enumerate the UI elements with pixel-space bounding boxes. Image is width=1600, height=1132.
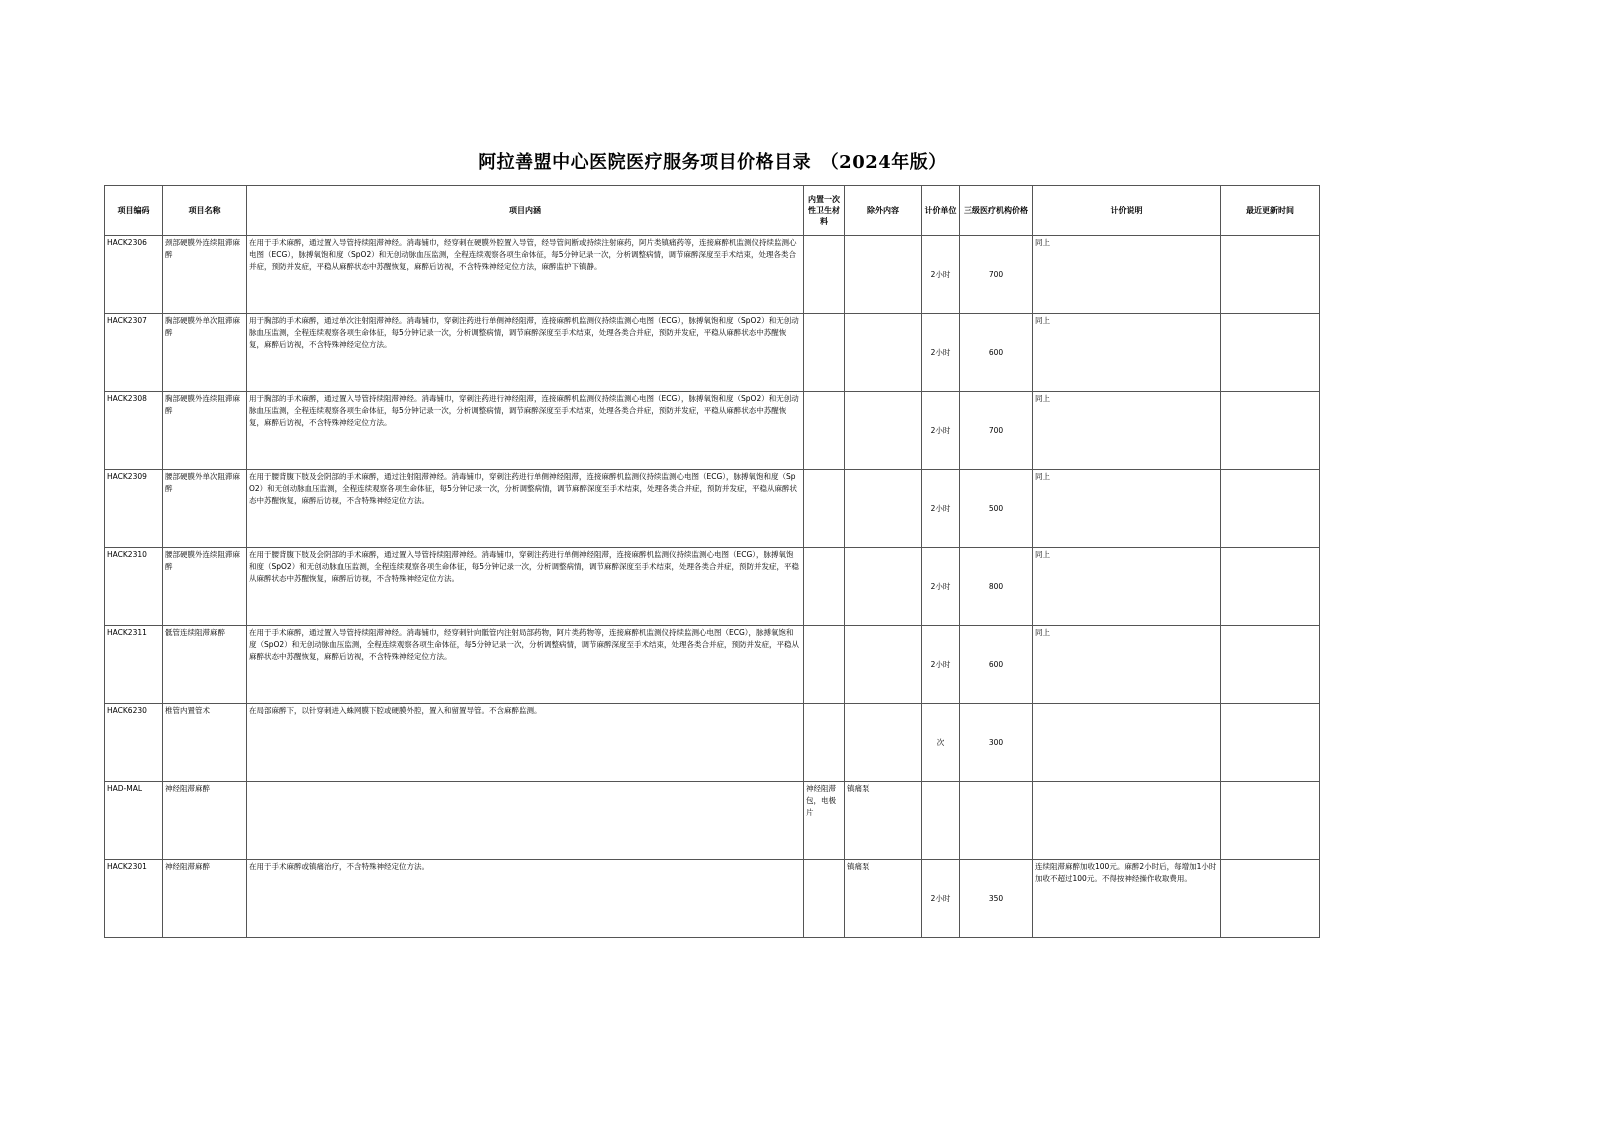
cell-exclusion	[845, 392, 922, 470]
table-row	[105, 236, 1320, 314]
header-note: 计价说明	[1033, 186, 1221, 236]
cell-unit: 2小时	[922, 236, 960, 314]
cell-name: 神经阻滞麻醉	[163, 860, 247, 938]
table-row	[105, 470, 1320, 548]
cell-exclusion	[845, 314, 922, 392]
header-unit: 计价单位	[922, 186, 960, 236]
cell-unit: 2小时	[922, 392, 960, 470]
header-price: 三级医疗机构价格	[960, 186, 1033, 236]
cell-unit: 2小时	[922, 470, 960, 548]
cell-unit: 2小时	[922, 314, 960, 392]
cell-price: 350	[960, 860, 1033, 938]
cell-code: HACK2301	[105, 860, 163, 938]
cell-code: HACK2308	[105, 392, 163, 470]
cell-code: HAD-MAL	[105, 782, 163, 860]
cell-note: 同上	[1033, 314, 1221, 392]
cell-unit	[922, 782, 960, 860]
cell-note: 同上	[1033, 548, 1221, 626]
cell-name: 骶管连续阻滞麻醉	[163, 626, 247, 704]
cell-price: 700	[960, 236, 1033, 314]
page-title: 阿拉善盟中心医院医疗服务项目价格目录 （2024年版）	[478, 152, 947, 173]
cell-exclusion	[845, 548, 922, 626]
cell-price: 800	[960, 548, 1033, 626]
cell-price: 500	[960, 470, 1033, 548]
header-code: 项目编码	[105, 186, 163, 236]
header-updated: 最近更新时间	[1221, 186, 1320, 236]
cell-updated	[1221, 236, 1320, 314]
cell-materials	[804, 470, 845, 548]
cell-updated	[1221, 860, 1320, 938]
cell-content: 在用于手术麻醉，通过置入导管持续阻滞神经。消毒铺巾，经穿刺针向骶管内注射局部药物，阿片类药物等，连接麻醉机监测仪持续监测心电图（ECG），脉搏氧饱和度（SpO2）和无创动脉血压监测，全程连续观察各项生命体征，每5分钟记录一次，分析调整病情，调节麻醉深度至手术结束，处理各类合并症，预防并发症，平稳从麻醉状态中苏醒恢复，麻醉后访视，不含特殊神经定位方法。	[247, 626, 804, 704]
cell-code: HACK2310	[105, 548, 163, 626]
cell-content: 用于胸部的手术麻醉，通过置入导管持续阻滞神经。消毒铺巾，穿刺注药进行神经阻滞，连接麻醉机监测仪持续监测心电图（ECG），脉搏氧饱和度（SpO2）和无创动脉血压监测，全程连续观察各项生命体征，每5分钟记录一次，分析调整病情，调节麻醉深度至手术结束，处理各类合并症，预防并发症，平稳从麻醉状态中苏醒恢复，麻醉后访视，不含特殊神经定位方法。	[247, 392, 804, 470]
cell-updated	[1221, 470, 1320, 548]
cell-price: 600	[960, 626, 1033, 704]
cell-materials	[804, 860, 845, 938]
cell-price: 600	[960, 314, 1033, 392]
cell-code: HACK6230	[105, 704, 163, 782]
cell-materials	[804, 236, 845, 314]
cell-price	[960, 782, 1033, 860]
cell-name: 腰部硬膜外单次阻滞麻醉	[163, 470, 247, 548]
cell-name: 神经阻滞麻醉	[163, 782, 247, 860]
cell-materials	[804, 314, 845, 392]
cell-code: HACK2311	[105, 626, 163, 704]
cell-price: 700	[960, 392, 1033, 470]
header-exclusion: 除外内容	[845, 186, 922, 236]
cell-note	[1033, 704, 1221, 782]
cell-note: 同上	[1033, 626, 1221, 704]
cell-exclusion	[845, 704, 922, 782]
header-row	[105, 186, 1320, 236]
cell-content: 在用于腰背腹下肢及会阴部的手术麻醉，通过注射阻滞神经。消毒铺巾，穿刺注药进行单侧神经阻滞，连接麻醉机监测仪持续监测心电图（ECG），脉搏氧饱和度（SpO2）和无创动脉血压监测，全程连续观察各项生命体征，每5分钟记录一次，分析调整病情，调节麻醉深度至手术结束，处理各类合并症，预防并发症，平稳从麻醉状态中苏醒恢复，麻醉后访视，不含特殊神经定位方法。	[247, 470, 804, 548]
cell-content	[247, 782, 804, 860]
cell-unit: 2小时	[922, 626, 960, 704]
price-table	[104, 185, 1320, 938]
cell-materials	[804, 626, 845, 704]
table-row	[105, 704, 1320, 782]
header-name: 项目名称	[163, 186, 247, 236]
cell-updated	[1221, 782, 1320, 860]
cell-content: 在用于腰背腹下肢及会阴部的手术麻醉，通过置入导管持续阻滞神经。消毒铺巾，穿刺注药进行单侧神经阻滞，连接麻醉机监测仪持续监测心电图（ECG），脉搏氧饱和度（SpO2）和无创动脉血压监测，全程连续观察各项生命体征，每5分钟记录一次，分析调整病情，调节麻醉深度至手术结束，处理各类合并症，预防并发症，平稳从麻醉状态中苏醒恢复，麻醉后访视，不含特殊神经定位方法。	[247, 548, 804, 626]
cell-updated	[1221, 704, 1320, 782]
table-row	[105, 392, 1320, 470]
cell-price: 300	[960, 704, 1033, 782]
cell-code: HACK2307	[105, 314, 163, 392]
cell-updated	[1221, 314, 1320, 392]
header-materials: 内置一次性卫生材料	[804, 186, 845, 236]
cell-content: 用于胸部的手术麻醉，通过单次注射阻滞神经。消毒铺巾，穿刺注药进行单侧神经阻滞，连接麻醉机监测仪持续监测心电图（ECG），脉搏氧饱和度（SpO2）和无创动脉血压监测，全程连续观察各项生命体征，每5分钟记录一次，分析调整病情，调节麻醉深度至手术结束，处理各类合并症，预防并发症，平稳从麻醉状态中苏醒恢复，麻醉后访视，不含特殊神经定位方法。	[247, 314, 804, 392]
cell-materials	[804, 704, 845, 782]
cell-note: 同上	[1033, 236, 1221, 314]
cell-code: HACK2306	[105, 236, 163, 314]
cell-exclusion	[845, 236, 922, 314]
cell-updated	[1221, 548, 1320, 626]
cell-name: 胸部硬膜外单次阻滞麻醉	[163, 314, 247, 392]
cell-unit: 2小时	[922, 860, 960, 938]
cell-updated	[1221, 626, 1320, 704]
cell-content: 在用于手术麻醉或镇痛治疗，不含特殊神经定位方法。	[247, 860, 804, 938]
cell-unit: 次	[922, 704, 960, 782]
table-row	[105, 626, 1320, 704]
cell-materials: 神经阻滞包，电极片	[804, 782, 845, 860]
cell-code: HACK2309	[105, 470, 163, 548]
cell-exclusion: 镇痛泵	[845, 782, 922, 860]
table-row	[105, 860, 1320, 938]
cell-name: 胸部硬膜外连续阻滞麻醉	[163, 392, 247, 470]
cell-note: 连续阻滞麻醉加收100元。麻醉2小时后，每增加1小时加收不超过100元。不得按神经操作收取费用。	[1033, 860, 1221, 938]
cell-exclusion	[845, 470, 922, 548]
table-row	[105, 314, 1320, 392]
cell-name: 椎管内置管术	[163, 704, 247, 782]
cell-content: 在用于手术麻醉，通过置入导管持续阻滞神经。消毒铺巾，经穿刺在硬膜外腔置入导管，经导管间断或持续注射麻药，阿片类镇痛药等，连接麻醉机监测仪持续监测心电图（ECG），脉搏氧饱和度（SpO2）和无创动脉血压监测，全程连续观察各项生命体征，每5分钟记录一次，分析调整病情，调节麻醉深度至手术结束，处理各类合并症，预防并发症，平稳从麻醉状态中苏醒恢复，麻醉后访视，不含特殊神经定位方法，麻醉监护下镇静。	[247, 236, 804, 314]
header-content: 项目内涵	[247, 186, 804, 236]
cell-content: 在局部麻醉下，以针穿刺进入蛛网膜下腔或硬膜外腔，置入和留置导管。不含麻醉监测。	[247, 704, 804, 782]
cell-exclusion: 镇痛泵	[845, 860, 922, 938]
cell-note	[1033, 782, 1221, 860]
cell-updated	[1221, 392, 1320, 470]
table-row	[105, 782, 1320, 860]
cell-exclusion	[845, 626, 922, 704]
cell-note: 同上	[1033, 392, 1221, 470]
cell-unit: 2小时	[922, 548, 960, 626]
cell-note: 同上	[1033, 470, 1221, 548]
cell-materials	[804, 548, 845, 626]
table-row	[105, 548, 1320, 626]
cell-name: 腰部硬膜外连续阻滞麻醉	[163, 548, 247, 626]
cell-name: 颈部硬膜外连续阻滞麻醉	[163, 236, 247, 314]
cell-materials	[804, 392, 845, 470]
